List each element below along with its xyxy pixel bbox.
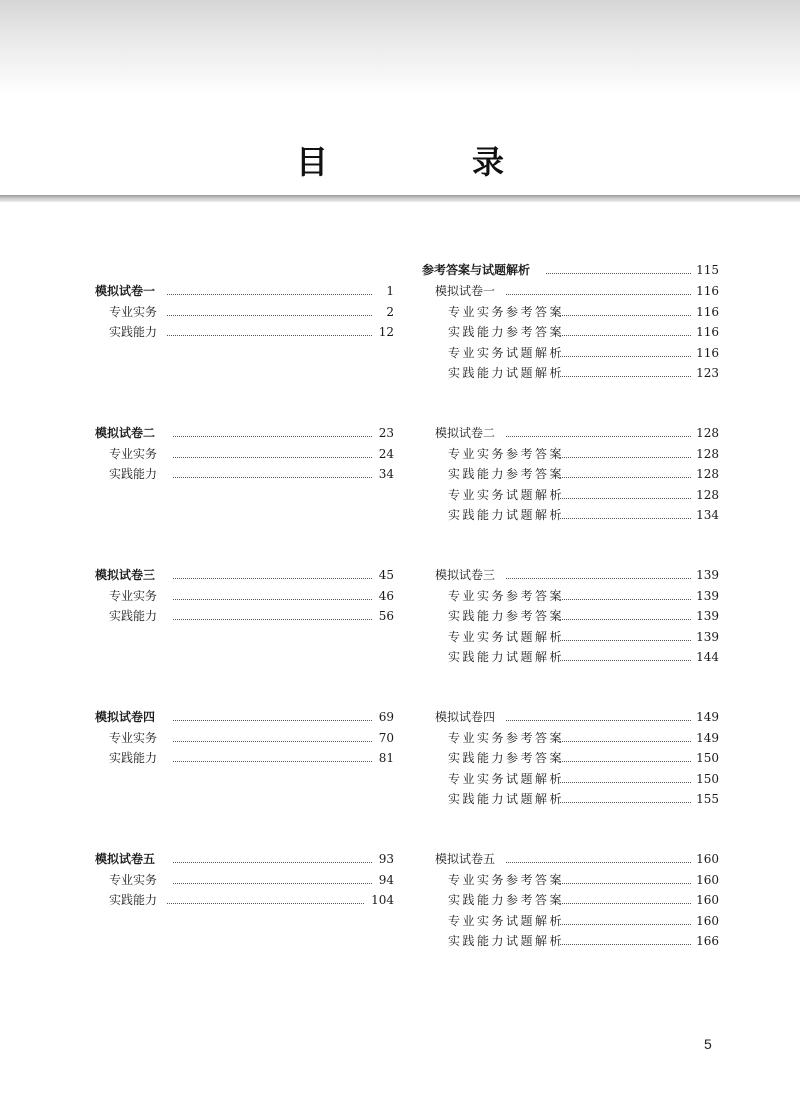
toc-entry-label: 模拟试卷五 [95, 852, 156, 866]
toc-entry-label: 模拟试卷四 [95, 710, 156, 724]
toc-entry-page: 128 [696, 467, 719, 481]
dot-leader [558, 944, 691, 945]
toc-entry[interactable] [95, 444, 394, 465]
toc-entry-page: 12 [378, 325, 394, 339]
toc-entry-label: 专业实务参考答案 [448, 304, 565, 319]
toc-entry[interactable] [95, 890, 394, 911]
toc-entry-page: 24 [378, 446, 394, 461]
dot-leader [558, 883, 691, 884]
dot-leader [506, 862, 691, 863]
title-divider [0, 195, 800, 202]
toc-entry-label: 实践能力 [109, 325, 158, 339]
toc-entry-label: 实践能力参考答案 [448, 325, 565, 339]
toc-entry[interactable] [422, 627, 719, 648]
toc-entry[interactable] [422, 707, 719, 728]
toc-entry[interactable] [95, 707, 394, 728]
toc-entry-label: 专业实务 [109, 588, 158, 603]
toc-entry-page: 1 [386, 284, 394, 298]
toc-entry-page: 115 [696, 263, 719, 277]
toc-entry[interactable] [422, 363, 719, 384]
toc-entry-label: 实践能力试题解析 [448, 792, 565, 806]
toc-entry[interactable] [95, 565, 394, 586]
toc-entry-label: 专业实务试题解析 [448, 345, 565, 360]
toc-entry[interactable] [422, 911, 719, 932]
toc-entry-label: 实践能力 [109, 751, 158, 765]
dot-leader [558, 457, 691, 458]
dot-leader [173, 761, 372, 762]
toc-entry-label: 实践能力试题解析 [448, 934, 565, 948]
dot-leader [167, 315, 372, 316]
toc-entry[interactable] [95, 322, 394, 343]
toc-entry[interactable] [422, 565, 719, 586]
toc-entry-label: 实践能力试题解析 [448, 508, 565, 522]
toc-left-section-5 [95, 849, 394, 911]
toc-entry[interactable] [422, 890, 719, 911]
toc-entry-page: 166 [696, 934, 719, 948]
dot-leader [558, 518, 691, 519]
toc-entry-label: 模拟试卷一 [95, 284, 156, 298]
toc-entry[interactable] [95, 302, 394, 323]
toc-entry-page: 34 [378, 467, 394, 481]
dot-leader [558, 498, 691, 499]
toc-entry-page: 128 [696, 426, 719, 440]
toc-entry-page: 23 [378, 426, 394, 440]
toc-entry-page: 104 [371, 893, 394, 907]
toc-entry-page: 139 [696, 568, 719, 582]
toc-entry-page: 144 [696, 650, 719, 664]
toc-entry[interactable] [95, 728, 394, 749]
toc-entry[interactable] [422, 343, 719, 364]
toc-entry-page: 123 [696, 366, 719, 380]
dot-leader [173, 720, 372, 721]
toc-entry-label: 专业实务试题解析 [448, 629, 565, 644]
toc-entry[interactable] [422, 769, 719, 790]
toc-entry[interactable] [422, 728, 719, 749]
toc-entry-page: 93 [378, 852, 394, 866]
toc-entry-label: 专业实务参考答案 [448, 872, 565, 887]
toc-entry-label: 实践能力试题解析 [448, 650, 565, 664]
toc-entry[interactable] [95, 586, 394, 607]
dot-leader [558, 640, 691, 641]
toc-entry-label: 专业实务 [109, 872, 158, 887]
toc-entry-page: 56 [378, 609, 394, 623]
dot-leader [506, 720, 691, 721]
toc-entry-label: 实践能力 [109, 467, 158, 481]
toc-entry[interactable] [422, 931, 719, 952]
toc-entry[interactable] [422, 505, 719, 526]
dot-leader [173, 599, 372, 600]
toc-entry-label: 实践能力 [109, 893, 158, 907]
toc-entry-label: 模拟试卷一 [435, 284, 496, 298]
dot-leader [558, 782, 691, 783]
dot-leader [506, 578, 691, 579]
toc-entry-label: 专业实务参考答案 [448, 588, 565, 603]
toc-entry-page: 46 [378, 588, 394, 603]
dot-leader [558, 619, 691, 620]
toc-entry[interactable] [95, 464, 394, 485]
page-number: 5 [704, 1036, 712, 1052]
toc-entry[interactable] [95, 281, 394, 302]
toc-entry-page: 45 [378, 568, 394, 582]
toc-entry-page: 160 [696, 852, 719, 866]
toc-answers-section-5 [422, 849, 719, 952]
dot-leader [558, 376, 691, 377]
toc-entry-label: 专业实务试题解析 [448, 487, 565, 502]
dot-leader [558, 802, 691, 803]
toc-entry-label: 模拟试卷二 [95, 426, 156, 440]
dot-leader [558, 924, 691, 925]
toc-entry-label: 模拟试卷三 [435, 568, 496, 582]
toc-left-section-1 [95, 281, 394, 343]
toc-entry-page: 116 [696, 304, 719, 319]
toc-entry[interactable] [422, 464, 719, 485]
dot-leader [558, 356, 691, 357]
toc-entry[interactable] [95, 849, 394, 870]
dot-leader [173, 862, 372, 863]
toc-entry-label: 实践能力试题解析 [448, 366, 565, 380]
toc-entry[interactable] [422, 647, 719, 668]
toc-entry-page: 160 [696, 872, 719, 887]
toc-entry-page: 116 [696, 284, 719, 298]
dot-leader [558, 741, 691, 742]
toc-entry-label: 专业实务试题解析 [448, 913, 565, 928]
dot-leader [173, 741, 372, 742]
toc-entry-label: 专业实务 [109, 730, 158, 745]
header-band [0, 0, 800, 96]
toc-entry-label: 实践能力参考答案 [448, 893, 565, 907]
dot-leader [558, 315, 691, 316]
toc-entry-page: 150 [696, 751, 719, 765]
toc-entry-page: 70 [378, 730, 394, 745]
dot-leader [173, 457, 372, 458]
toc-entry-label: 专业实务参考答案 [448, 730, 565, 745]
toc-entry-label: 专业实务参考答案 [448, 446, 565, 461]
toc-entry[interactable] [422, 849, 719, 870]
toc-entry-page: 139 [696, 629, 719, 644]
toc-entry-page: 160 [696, 893, 719, 907]
toc-entry[interactable] [422, 281, 719, 302]
dot-leader [167, 294, 372, 295]
toc-entry-page: 116 [696, 325, 719, 339]
dot-leader [558, 335, 691, 336]
toc-entry[interactable] [422, 485, 719, 506]
dot-leader [558, 599, 691, 600]
dot-leader [558, 660, 691, 661]
toc-entry-page: 2 [386, 304, 394, 319]
toc-entry-page: 94 [378, 872, 394, 887]
toc-entry[interactable] [422, 260, 719, 281]
toc-entry-label: 模拟试卷二 [435, 426, 496, 440]
toc-entry-page: 139 [696, 588, 719, 603]
toc-entry-label: 实践能力 [109, 609, 158, 623]
dot-leader [173, 578, 372, 579]
dot-leader [558, 477, 691, 478]
toc-left-section-3 [95, 565, 394, 627]
toc-entry-label: 模拟试卷四 [435, 710, 496, 724]
dot-leader [558, 903, 691, 904]
toc-answers-section-3 [422, 565, 719, 668]
toc-entry[interactable] [422, 322, 719, 343]
toc-entry-page: 149 [696, 710, 719, 724]
toc-entry[interactable] [422, 302, 719, 323]
dot-leader [173, 436, 372, 437]
toc-entry-page: 150 [696, 771, 719, 786]
toc-entry[interactable] [95, 606, 394, 627]
dot-leader [167, 335, 372, 336]
toc-entry-page: 128 [696, 487, 719, 502]
toc-entry-label: 参考答案与试题解析 [422, 263, 531, 277]
toc-entry[interactable] [422, 789, 719, 810]
toc-answers-heading [422, 260, 719, 281]
toc-entry[interactable] [95, 870, 394, 891]
toc-entry[interactable] [422, 870, 719, 891]
toc-entry-page: 139 [696, 609, 719, 623]
toc-answers-section-2 [422, 423, 719, 526]
dot-leader [546, 273, 691, 274]
toc-entry-label: 实践能力参考答案 [448, 751, 565, 765]
toc-entry-label: 模拟试卷五 [435, 852, 496, 866]
toc-entry-label: 专业实务 [109, 304, 158, 319]
toc-entry-page: 134 [696, 508, 719, 522]
toc-entry-label: 专业实务 [109, 446, 158, 461]
toc-entry[interactable] [422, 748, 719, 769]
toc-entry-page: 69 [378, 710, 394, 724]
toc-entry-label: 专业实务试题解析 [448, 771, 565, 786]
toc-entry[interactable] [95, 748, 394, 769]
toc-left-section-2 [95, 423, 394, 485]
dot-leader [558, 761, 691, 762]
toc-entry-page: 128 [696, 446, 719, 461]
toc-entry-label: 模拟试卷三 [95, 568, 156, 582]
toc-entry-page: 160 [696, 913, 719, 928]
toc-entry[interactable] [422, 606, 719, 627]
toc-entry[interactable] [422, 423, 719, 444]
toc-entry-page: 155 [696, 792, 719, 806]
dot-leader [506, 436, 691, 437]
dot-leader [506, 294, 691, 295]
toc-entry-page: 116 [696, 345, 719, 360]
toc-entry[interactable] [422, 444, 719, 465]
toc-entry[interactable] [422, 586, 719, 607]
toc-left-section-4 [95, 707, 394, 769]
dot-leader [173, 619, 372, 620]
dot-leader [173, 477, 372, 478]
toc-entry-label: 实践能力参考答案 [448, 467, 565, 481]
page-title: 目 录 [295, 143, 560, 181]
dot-leader [173, 883, 372, 884]
toc-entry-page: 81 [378, 751, 394, 765]
toc-answers-section-1 [422, 281, 719, 384]
toc-answers-section-4 [422, 707, 719, 810]
toc-entry[interactable] [95, 423, 394, 444]
toc-entry-page: 149 [696, 730, 719, 745]
dot-leader [167, 903, 364, 904]
toc-entry-label: 实践能力参考答案 [448, 609, 565, 623]
